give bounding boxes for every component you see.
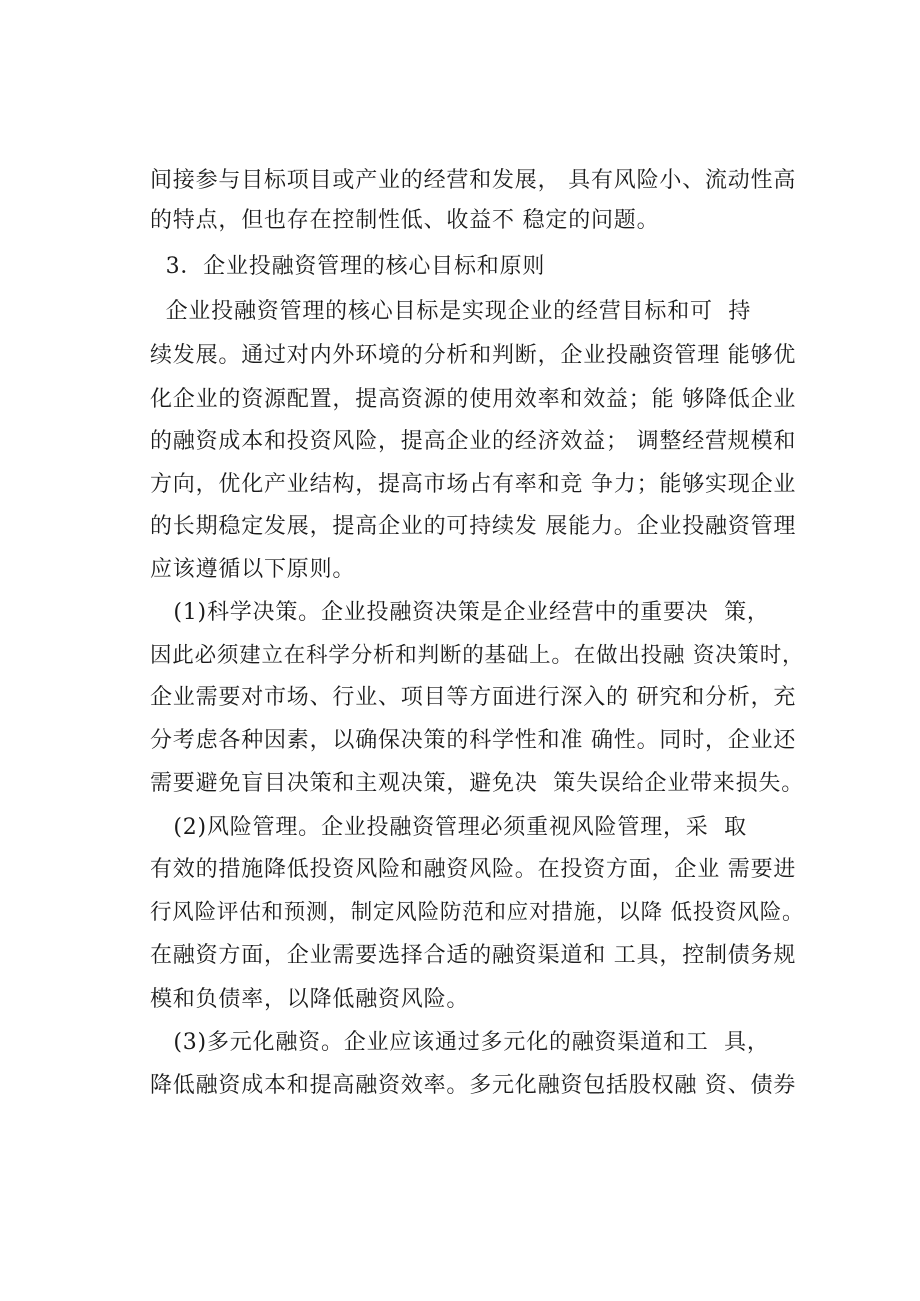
- text-line: 需要避免盲目决策和主观决策，避免决 策失误给企业带来损失。: [150, 771, 804, 796]
- text-line: 的特点，但也存在控制性低、收益不 稳定的问题。: [150, 208, 660, 233]
- text-line: 有效的措施降低投资风险和融资风险。在投资方面，企业 需要进: [150, 857, 797, 882]
- text-line: 企业投融资管理的核心目标是实现企业的经营目标和可 持: [150, 299, 752, 324]
- text-line: (2)风险管理。企业投融资管理必须重视风险管理，采 取: [150, 815, 747, 840]
- text-line: 因此必须建立在科学分析和判断的基础上。在做出投融 资决策时，: [150, 643, 805, 668]
- text-line: 模和负债率，以降低融资风险。: [150, 987, 470, 1012]
- text-line: 的长期稳定发展，提高企业的可持续发 展能力。企业投融资管理: [150, 514, 797, 539]
- text-line: 分考虑各种因素，以确保决策的科学性和准 确性。同时，企业还: [150, 728, 797, 753]
- text-line: 企业需要对市场、行业、项目等方面进行深入的 研究和分析，充: [150, 685, 797, 710]
- text-line: 方向，优化产业结构，提高市场占有率和竞 争力；能够实现企业: [150, 472, 797, 497]
- text-line: (3)多元化融资。企业应该通过多元化的融资渠道和工 具，: [150, 1030, 770, 1055]
- text-line: 续发展。通过对内外环境的分析和判断，企业投融资管理 能够优: [150, 343, 797, 368]
- text-line: (1)科学决策。企业投融资决策是企业经营中的重要决 策，: [150, 600, 770, 625]
- text-line: 化企业的资源配置，提高资源的使用效率和效益；能 够降低企业: [150, 387, 797, 412]
- text-line: 的融资成本和投资风险，提高企业的经济效益； 调整经营规模和: [150, 429, 797, 454]
- text-line: 降低融资成本和提高融资效率。多元化融资包括股权融 资、债券: [150, 1073, 797, 1098]
- text-line: 在融资方面，企业需要选择合适的融资渠道和 工具，控制债务规: [150, 943, 797, 968]
- section-heading: 3．企业投融资管理的核心目标和原则: [150, 254, 546, 279]
- text-line: 应该遵循以下原则。: [150, 557, 356, 582]
- text-line: 间接参与目标项目或产业的经营和发展， 具有风险小、流动性高: [150, 168, 797, 193]
- text-line: 行风险评估和预测，制定风险防范和应对措施，以降 低投资风险。: [150, 900, 805, 925]
